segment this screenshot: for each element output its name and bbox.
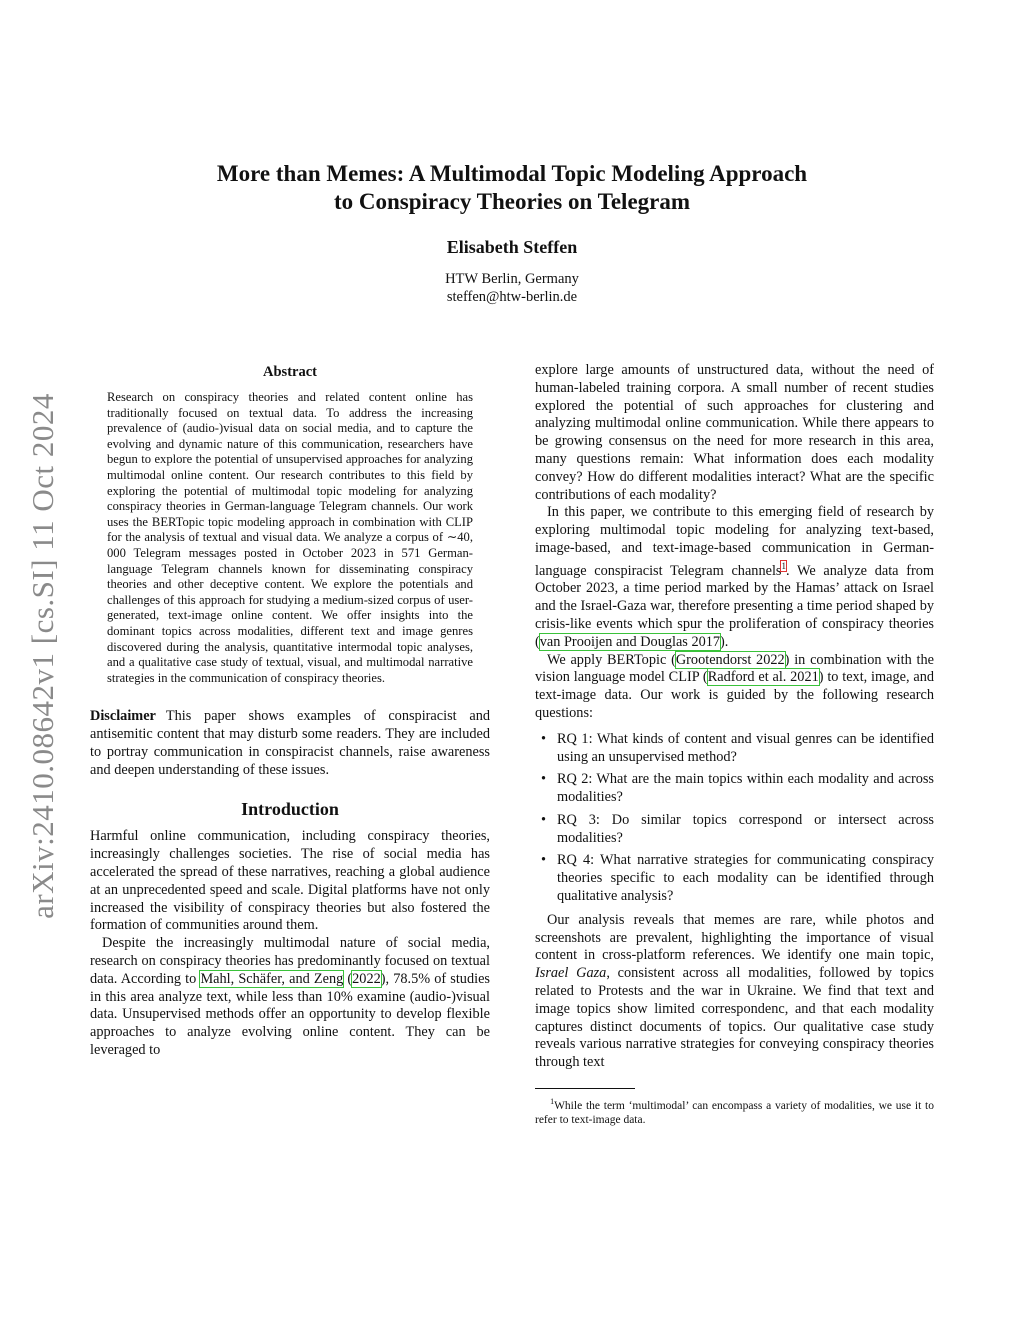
research-question-item (535, 771, 934, 807)
right-p3-text-a: We apply BERTopic ( (547, 651, 676, 668)
research-question-item (535, 731, 934, 767)
topic-israel-gaza: Israel Gaza (535, 965, 607, 982)
right-paragraph-2 (535, 504, 934, 651)
citation-link-van-prooijen[interactable]: van Prooijen and Douglas 2017 (539, 633, 721, 650)
author-affiliation (0, 270, 1024, 306)
right-p2-text-c: ). (720, 633, 729, 650)
disclaimer-text: This paper shows examples of conspiracist and antisemitic content that may disturb some readers. They are included to portray communication in conspiracist channels, raise awareness and deepen understanding of these issues. (90, 708, 490, 778)
author-name: Elisabeth Steffen (446, 237, 578, 257)
bullet-icon: • (541, 811, 547, 828)
bullet-icon: • (541, 852, 547, 869)
title-line-2: to Conspiracy Theories on Telegram (333, 189, 691, 214)
right-p3-text-b: ) in combination with the vision language model CLIP ( (535, 651, 934, 686)
title-line-1: More than Memes: A Multimodal Topic Modeling Approach (216, 161, 808, 186)
paper-title (100, 160, 924, 216)
footnote-ref-1[interactable]: 1 (781, 560, 786, 571)
right-p3-text-c: ) to text, image, and text-image data. Our work is guided by the following research questions: (535, 669, 935, 721)
right-paragraph-1: explore large amounts of unstructured data, without the need of human-labeled training corpora. A small number of recent studies explored the potential of such approaches for clustering and analyzing multimodal online communication. While there appears to be growing consensus on the need for more research in this area, many questions remain: What information does each modality convey? How do different modalities interact? What are the specific contributions of each modality? (535, 362, 934, 503)
citation-link-mahl-year[interactable]: 2022 (352, 970, 381, 987)
right-p4-text-a: Our analysis reveals that memes are rare, while photos and screenshots are prevalent, highlighting the importance of visual content in cross-platform references. We identify one main topic, (535, 911, 934, 964)
rq-text: RQ 1: What kinds of content and visual genres can be identified using an unsupervised method? (557, 730, 934, 765)
citation-link-mahl[interactable]: Mahl, Schäfer, and Zeng (200, 970, 344, 987)
footnote-1 (535, 1095, 934, 1127)
disclaimer-label: Disclaimer (90, 708, 156, 725)
citation-link-radford[interactable]: Radford et al. 2021 (707, 669, 819, 686)
affiliation-institution: HTW Berlin, Germany (445, 271, 579, 287)
abstract-body: Research on conspiracy theories and related content online has traditionally focused on textual data. To address the increasing prevalence of (audio-)visual data on social media, and to capture the evolving and dynamic nature of this communication, researchers have begun to explore the potential of unsupervised approaches for analyzing multimodal online content. Our research contributes to this field by exploring the potential of multimodal topic modeling for analyzing conspiracy theories in German-language Telegram channels. Our work uses the BERTopic topic modeling approach in combination with CLIP for the analysis of textual and visual data. We analyze a corpus of ∼40, 000 Telegram messages posted in October 2023 in 571 German-language Telegram channels known for disseminating conspiracy theories and other deceptive content. We explore the potentials and challenges of this approach for studying a medium-sized corpus of user-generated, text-image online content. We offer insights into the dominant topics across modalities, different text and image genres discovered during the analysis, quantitative intermodal topic analyses, and a qualitative case study of textual, visual, and multimodal narrative strategies in the communication of conspiracy theories. (107, 390, 473, 685)
author-email: steffen@htw-berlin.de (446, 289, 578, 305)
arxiv-side-stamp (20, 372, 66, 940)
rq-text: RQ 3: Do similar topics correspond or intersect across modalities? (557, 811, 934, 846)
citation-link-grootendorst[interactable]: Grootendorst 2022 (675, 651, 785, 668)
bullet-icon: • (541, 730, 547, 747)
disclaimer-paragraph (90, 708, 490, 779)
intro-paragraph-1: Harmful online communication, including conspiracy theories, increasingly challenges societies. The rise of social media has accelerated the spread of these narratives, reaching a global audience at an unprecedented speed and scale. Digital platforms have not only increased the visibility of conspiracy theories but also fostered the formation of communities around them. (90, 828, 490, 934)
introduction-heading: Introduction (241, 799, 339, 820)
right-p4-text-b: , consistent across all modalities, followed by topics related to Protests and the war in Ukraine. We find that text and image topics show limited correspondenc, and that each modality captures distinct documents of topics. Our qualitative case study reveals various narrative strategies for conveying conspiracy theories through text (535, 965, 934, 1071)
intro-p2-text-a: Despite the increasingly multimodal nature of social media, research on conspiracy theories has predominantly focused on textual data. According to (90, 935, 490, 987)
bullet-icon: • (541, 771, 547, 788)
footnote-mark: 1 (550, 1097, 555, 1107)
right-p2-text-a: In this paper, we contribute to this emerging field of research by exploring multimodal topic modeling for analyzing text-based, image-based, and text-image-based communication in German-language conspiracist Telegram channels (535, 504, 934, 579)
research-question-item (535, 812, 934, 848)
research-question-item (535, 852, 934, 905)
footnote-text: While the term ‘multimodal’ can encompass a variety of modalities, we use it to refer to text-image data. (535, 1099, 934, 1126)
rq-text: RQ 2: What are the main topics within each modality and across modalities? (557, 771, 934, 806)
intro-p2-text-b: ( (343, 970, 353, 987)
left-column (90, 364, 490, 1060)
arxiv-identifier: arXiv:2410.08642v1 [cs.SI] 11 Oct 2024 (25, 393, 60, 919)
intro-p2-text-c: ), 78.5% of studies in this area analyze text, while less than 10% examine (audio-)visual data. Unsupervised methods offer an opportunity to develop flexible approaches to analyze evolving online content. They can be leveraged to (90, 970, 490, 1059)
intro-paragraph-2 (90, 935, 490, 1060)
research-questions-list (535, 731, 934, 906)
abstract-heading: Abstract (263, 364, 317, 380)
right-paragraph-3 (535, 652, 934, 723)
rq-text: RQ 4: What narrative strategies for communicating conspiracy theories specific to each modality can be identified through qualitative analysis? (557, 852, 934, 905)
footnote-divider (535, 1088, 635, 1089)
right-p2-text-b: . We analyze data from October 2023, a time period marked by the Hamas’ attack on Israel and the Israel-Gaza war, therefore presenting a time period shaped by crisis-like events which spur the proliferation of conspiracy theories ( (535, 562, 934, 650)
right-paragraph-4 (535, 912, 934, 1072)
right-column (535, 362, 934, 1127)
